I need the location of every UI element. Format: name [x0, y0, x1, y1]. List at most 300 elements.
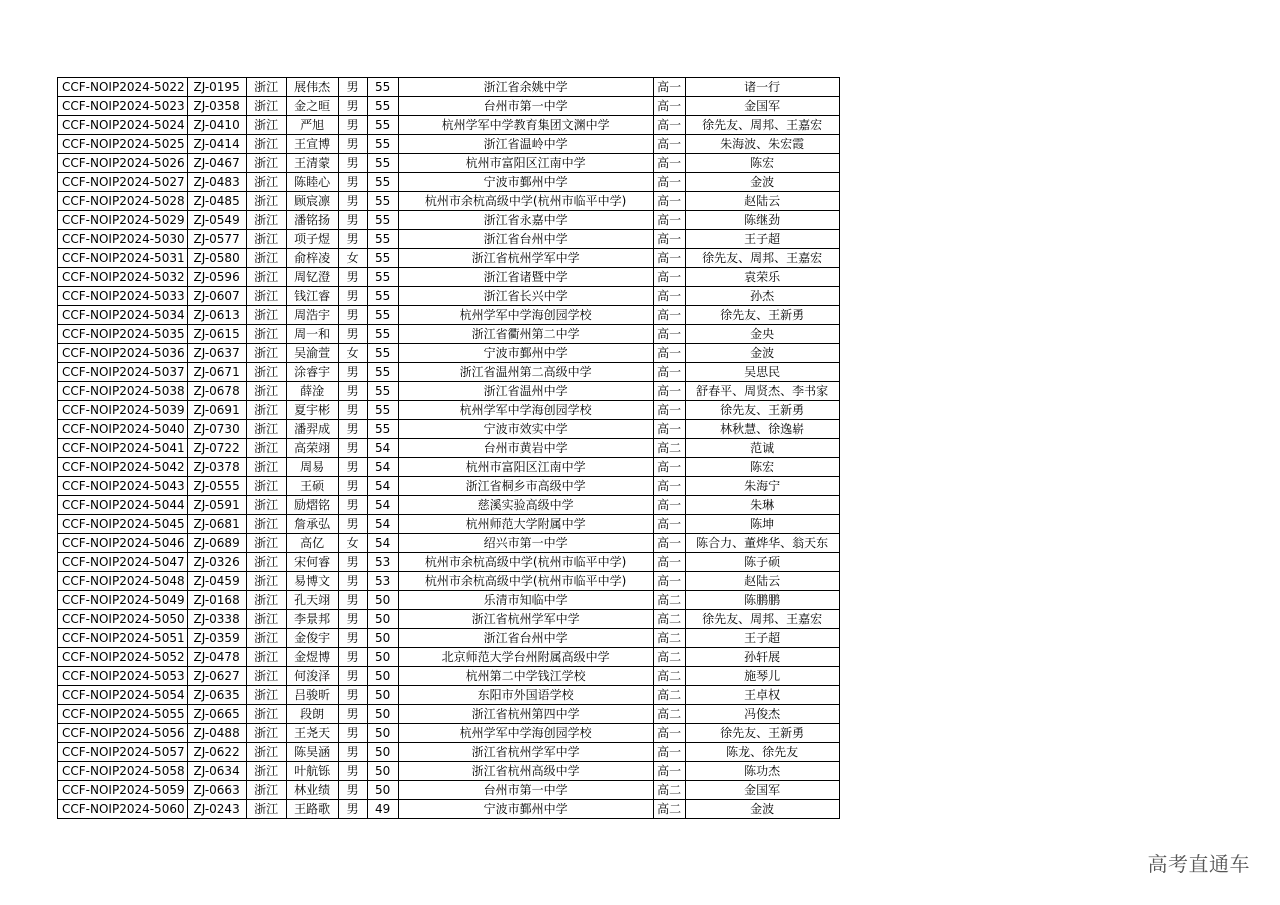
grade-cell: 高一	[653, 496, 685, 515]
score-cell: 50	[367, 762, 398, 781]
school-cell: 浙江省杭州学军中学	[398, 743, 653, 762]
province-cell: 浙江	[246, 458, 286, 477]
school-cell: 杭州市余杭高级中学(杭州市临平中学)	[398, 192, 653, 211]
province-cell: 浙江	[246, 116, 286, 135]
contestant-id-cell: ZJ-0689	[187, 534, 246, 553]
school-cell: 杭州市余杭高级中学(杭州市临平中学)	[398, 572, 653, 591]
table-row	[58, 648, 840, 667]
score-cell: 50	[367, 724, 398, 743]
school-cell: 台州市第一中学	[398, 781, 653, 800]
school-cell: 浙江省余姚中学	[398, 78, 653, 97]
province-cell: 浙江	[246, 344, 286, 363]
name-cell: 陈昊涵	[286, 743, 338, 762]
gender-cell: 男	[338, 515, 367, 534]
name-cell: 高亿	[286, 534, 338, 553]
school-cell: 绍兴市第一中学	[398, 534, 653, 553]
table-row	[58, 401, 840, 420]
school-cell: 浙江省诸暨中学	[398, 268, 653, 287]
contestant-id-cell: ZJ-0488	[187, 724, 246, 743]
school-cell: 杭州学军中学海创园学校	[398, 306, 653, 325]
name-cell: 易博文	[286, 572, 338, 591]
coach-cell: 朱海波、朱宏霞	[685, 135, 839, 154]
score-cell: 55	[367, 382, 398, 401]
grade-cell: 高一	[653, 268, 685, 287]
gender-cell: 男	[338, 135, 367, 154]
contestant-id-cell: ZJ-0596	[187, 268, 246, 287]
gender-cell: 男	[338, 591, 367, 610]
gender-cell: 男	[338, 382, 367, 401]
score-cell: 55	[367, 154, 398, 173]
province-cell: 浙江	[246, 287, 286, 306]
coach-cell: 徐先友、王新勇	[685, 724, 839, 743]
table-row	[58, 78, 840, 97]
score-cell: 50	[367, 629, 398, 648]
table-row	[58, 420, 840, 439]
coach-cell: 徐先友、周邦、王嘉宏	[685, 610, 839, 629]
name-cell: 周钇澄	[286, 268, 338, 287]
grade-cell: 高一	[653, 230, 685, 249]
table-row	[58, 249, 840, 268]
gender-cell: 男	[338, 287, 367, 306]
coach-cell: 陈子硕	[685, 553, 839, 572]
name-cell: 钱江睿	[286, 287, 338, 306]
coach-cell: 王子超	[685, 629, 839, 648]
name-cell: 宋何睿	[286, 553, 338, 572]
gender-cell: 男	[338, 78, 367, 97]
coach-cell: 陈鹏鹏	[685, 591, 839, 610]
grade-cell: 高一	[653, 154, 685, 173]
province-cell: 浙江	[246, 420, 286, 439]
exam-id-cell: CCF-NOIP2024-5029	[58, 211, 188, 230]
exam-id-cell: CCF-NOIP2024-5034	[58, 306, 188, 325]
contestant-id-cell: ZJ-0678	[187, 382, 246, 401]
table-row	[58, 629, 840, 648]
gender-cell: 男	[338, 306, 367, 325]
gender-cell: 男	[338, 477, 367, 496]
name-cell: 王尧天	[286, 724, 338, 743]
gender-cell: 男	[338, 97, 367, 116]
name-cell: 潘铭扬	[286, 211, 338, 230]
gender-cell: 男	[338, 553, 367, 572]
gender-cell: 男	[338, 629, 367, 648]
exam-id-cell: CCF-NOIP2024-5056	[58, 724, 188, 743]
grade-cell: 高一	[653, 553, 685, 572]
grade-cell: 高二	[653, 667, 685, 686]
name-cell: 金煜博	[286, 648, 338, 667]
name-cell: 展伟杰	[286, 78, 338, 97]
score-cell: 55	[367, 344, 398, 363]
table-row	[58, 534, 840, 553]
name-cell: 顾宸凛	[286, 192, 338, 211]
grade-cell: 高一	[653, 401, 685, 420]
table-row	[58, 743, 840, 762]
gender-cell: 男	[338, 572, 367, 591]
contestant-id-cell: ZJ-0730	[187, 420, 246, 439]
score-cell: 55	[367, 401, 398, 420]
exam-id-cell: CCF-NOIP2024-5032	[58, 268, 188, 287]
grade-cell: 高二	[653, 591, 685, 610]
school-cell: 浙江省永嘉中学	[398, 211, 653, 230]
exam-id-cell: CCF-NOIP2024-5040	[58, 420, 188, 439]
exam-id-cell: CCF-NOIP2024-5045	[58, 515, 188, 534]
grade-cell: 高二	[653, 610, 685, 629]
coach-cell: 袁荣乐	[685, 268, 839, 287]
name-cell: 夏宇彬	[286, 401, 338, 420]
school-cell: 乐清市知临中学	[398, 591, 653, 610]
contestant-id-cell: ZJ-0478	[187, 648, 246, 667]
school-cell: 宁波市鄞州中学	[398, 344, 653, 363]
coach-cell: 孙轩展	[685, 648, 839, 667]
gender-cell: 男	[338, 439, 367, 458]
contestant-id-cell: ZJ-0665	[187, 705, 246, 724]
score-cell: 50	[367, 667, 398, 686]
province-cell: 浙江	[246, 78, 286, 97]
coach-cell: 陈龙、徐先友	[685, 743, 839, 762]
table-row	[58, 686, 840, 705]
contestant-id-cell: ZJ-0671	[187, 363, 246, 382]
name-cell: 周一和	[286, 325, 338, 344]
school-cell: 台州市黄岩中学	[398, 439, 653, 458]
exam-id-cell: CCF-NOIP2024-5059	[58, 781, 188, 800]
table-row	[58, 572, 840, 591]
school-cell: 浙江省杭州第四中学	[398, 705, 653, 724]
results-table	[57, 77, 840, 819]
score-cell: 55	[367, 287, 398, 306]
grade-cell: 高一	[653, 344, 685, 363]
gender-cell: 男	[338, 496, 367, 515]
contestant-id-cell: ZJ-0378	[187, 458, 246, 477]
contestant-id-cell: ZJ-0635	[187, 686, 246, 705]
name-cell: 薛淦	[286, 382, 338, 401]
contestant-id-cell: ZJ-0663	[187, 781, 246, 800]
contestant-id-cell: ZJ-0681	[187, 515, 246, 534]
score-cell: 55	[367, 249, 398, 268]
name-cell: 金俊宇	[286, 629, 338, 648]
grade-cell: 高一	[653, 420, 685, 439]
coach-cell: 陈宏	[685, 154, 839, 173]
province-cell: 浙江	[246, 306, 286, 325]
exam-id-cell: CCF-NOIP2024-5031	[58, 249, 188, 268]
grade-cell: 高一	[653, 724, 685, 743]
province-cell: 浙江	[246, 173, 286, 192]
school-cell: 宁波市鄞州中学	[398, 800, 653, 819]
school-cell: 浙江省温岭中学	[398, 135, 653, 154]
grade-cell: 高二	[653, 686, 685, 705]
contestant-id-cell: ZJ-0459	[187, 572, 246, 591]
contestant-id-cell: ZJ-0613	[187, 306, 246, 325]
coach-cell: 赵陆云	[685, 572, 839, 591]
gender-cell: 男	[338, 325, 367, 344]
contestant-id-cell: ZJ-0414	[187, 135, 246, 154]
gender-cell: 男	[338, 781, 367, 800]
name-cell: 何浚泽	[286, 667, 338, 686]
table-row	[58, 344, 840, 363]
contestant-id-cell: ZJ-0338	[187, 610, 246, 629]
name-cell: 吕骏昕	[286, 686, 338, 705]
score-cell: 55	[367, 116, 398, 135]
coach-cell: 林秋慧、徐逸崭	[685, 420, 839, 439]
gender-cell: 男	[338, 420, 367, 439]
contestant-id-cell: ZJ-0358	[187, 97, 246, 116]
school-cell: 台州市第一中学	[398, 97, 653, 116]
score-cell: 55	[367, 306, 398, 325]
gender-cell: 男	[338, 724, 367, 743]
grade-cell: 高二	[653, 648, 685, 667]
province-cell: 浙江	[246, 211, 286, 230]
contestant-id-cell: ZJ-0634	[187, 762, 246, 781]
exam-id-cell: CCF-NOIP2024-5052	[58, 648, 188, 667]
grade-cell: 高二	[653, 800, 685, 819]
name-cell: 王硕	[286, 477, 338, 496]
name-cell: 孔天翊	[286, 591, 338, 610]
exam-id-cell: CCF-NOIP2024-5047	[58, 553, 188, 572]
grade-cell: 高一	[653, 743, 685, 762]
coach-cell: 赵陆云	[685, 192, 839, 211]
name-cell: 涂睿宇	[286, 363, 338, 382]
exam-id-cell: CCF-NOIP2024-5041	[58, 439, 188, 458]
score-cell: 55	[367, 211, 398, 230]
grade-cell: 高一	[653, 515, 685, 534]
coach-cell: 金国军	[685, 97, 839, 116]
school-cell: 杭州学军中学海创园学校	[398, 401, 653, 420]
name-cell: 严旭	[286, 116, 338, 135]
grade-cell: 高一	[653, 382, 685, 401]
school-cell: 杭州师范大学附属中学	[398, 515, 653, 534]
table-row	[58, 173, 840, 192]
province-cell: 浙江	[246, 572, 286, 591]
score-cell: 50	[367, 781, 398, 800]
name-cell: 林业绩	[286, 781, 338, 800]
contestant-id-cell: ZJ-0195	[187, 78, 246, 97]
score-cell: 55	[367, 325, 398, 344]
contestant-id-cell: ZJ-0168	[187, 591, 246, 610]
exam-id-cell: CCF-NOIP2024-5037	[58, 363, 188, 382]
contestant-id-cell: ZJ-0637	[187, 344, 246, 363]
gender-cell: 男	[338, 686, 367, 705]
score-cell: 54	[367, 477, 398, 496]
grade-cell: 高一	[653, 534, 685, 553]
gender-cell: 男	[338, 116, 367, 135]
coach-cell: 徐先友、王新勇	[685, 306, 839, 325]
score-cell: 50	[367, 705, 398, 724]
table-row	[58, 762, 840, 781]
name-cell: 周易	[286, 458, 338, 477]
score-cell: 50	[367, 743, 398, 762]
table-row	[58, 439, 840, 458]
contestant-id-cell: ZJ-0359	[187, 629, 246, 648]
contestant-id-cell: ZJ-0580	[187, 249, 246, 268]
exam-id-cell: CCF-NOIP2024-5048	[58, 572, 188, 591]
school-cell: 浙江省杭州高级中学	[398, 762, 653, 781]
coach-cell: 王卓权	[685, 686, 839, 705]
exam-id-cell: CCF-NOIP2024-5058	[58, 762, 188, 781]
school-cell: 浙江省台州中学	[398, 230, 653, 249]
province-cell: 浙江	[246, 363, 286, 382]
name-cell: 周浩宇	[286, 306, 338, 325]
name-cell: 詹承弘	[286, 515, 338, 534]
province-cell: 浙江	[246, 553, 286, 572]
table-row	[58, 515, 840, 534]
gender-cell: 男	[338, 363, 367, 382]
grade-cell: 高一	[653, 572, 685, 591]
score-cell: 55	[367, 97, 398, 116]
grade-cell: 高一	[653, 287, 685, 306]
province-cell: 浙江	[246, 249, 286, 268]
name-cell: 俞梓凌	[286, 249, 338, 268]
table-row	[58, 211, 840, 230]
gender-cell: 女	[338, 249, 367, 268]
exam-id-cell: CCF-NOIP2024-5038	[58, 382, 188, 401]
gender-cell: 男	[338, 401, 367, 420]
coach-cell: 朱琳	[685, 496, 839, 515]
exam-id-cell: CCF-NOIP2024-5055	[58, 705, 188, 724]
score-cell: 50	[367, 610, 398, 629]
school-cell: 浙江省长兴中学	[398, 287, 653, 306]
province-cell: 浙江	[246, 230, 286, 249]
table-row	[58, 458, 840, 477]
name-cell: 高荣翊	[286, 439, 338, 458]
grade-cell: 高一	[653, 325, 685, 344]
exam-id-cell: CCF-NOIP2024-5042	[58, 458, 188, 477]
gender-cell: 男	[338, 458, 367, 477]
contestant-id-cell: ZJ-0549	[187, 211, 246, 230]
school-cell: 东阳市外国语学校	[398, 686, 653, 705]
province-cell: 浙江	[246, 705, 286, 724]
grade-cell: 高一	[653, 363, 685, 382]
name-cell: 王宣博	[286, 135, 338, 154]
name-cell: 吴渝萱	[286, 344, 338, 363]
province-cell: 浙江	[246, 192, 286, 211]
contestant-id-cell: ZJ-0467	[187, 154, 246, 173]
grade-cell: 高一	[653, 458, 685, 477]
school-cell: 杭州市余杭高级中学(杭州市临平中学)	[398, 553, 653, 572]
coach-cell: 范诚	[685, 439, 839, 458]
table-row	[58, 287, 840, 306]
school-cell: 杭州学军中学海创园学校	[398, 724, 653, 743]
score-cell: 54	[367, 458, 398, 477]
grade-cell: 高一	[653, 78, 685, 97]
school-cell: 宁波市鄞州中学	[398, 173, 653, 192]
coach-cell: 徐先友、王新勇	[685, 401, 839, 420]
coach-cell: 金波	[685, 800, 839, 819]
province-cell: 浙江	[246, 743, 286, 762]
exam-id-cell: CCF-NOIP2024-5054	[58, 686, 188, 705]
grade-cell: 高一	[653, 249, 685, 268]
exam-id-cell: CCF-NOIP2024-5039	[58, 401, 188, 420]
school-cell: 浙江省温州中学	[398, 382, 653, 401]
exam-id-cell: CCF-NOIP2024-5035	[58, 325, 188, 344]
province-cell: 浙江	[246, 629, 286, 648]
exam-id-cell: CCF-NOIP2024-5049	[58, 591, 188, 610]
table-row	[58, 477, 840, 496]
table-row	[58, 135, 840, 154]
coach-cell: 诸一行	[685, 78, 839, 97]
name-cell: 段朗	[286, 705, 338, 724]
gender-cell: 男	[338, 705, 367, 724]
coach-cell: 金波	[685, 344, 839, 363]
score-cell: 54	[367, 496, 398, 515]
gender-cell: 男	[338, 173, 367, 192]
gender-cell: 男	[338, 154, 367, 173]
province-cell: 浙江	[246, 724, 286, 743]
exam-id-cell: CCF-NOIP2024-5023	[58, 97, 188, 116]
score-cell: 55	[367, 192, 398, 211]
contestant-id-cell: ZJ-0577	[187, 230, 246, 249]
grade-cell: 高一	[653, 211, 685, 230]
contestant-id-cell: ZJ-0243	[187, 800, 246, 819]
coach-cell: 施琴儿	[685, 667, 839, 686]
province-cell: 浙江	[246, 154, 286, 173]
school-cell: 慈溪实验高级中学	[398, 496, 653, 515]
gender-cell: 男	[338, 192, 367, 211]
coach-cell: 朱海宁	[685, 477, 839, 496]
grade-cell: 高一	[653, 306, 685, 325]
province-cell: 浙江	[246, 800, 286, 819]
grade-cell: 高一	[653, 97, 685, 116]
score-cell: 53	[367, 572, 398, 591]
school-cell: 浙江省桐乡市高级中学	[398, 477, 653, 496]
contestant-id-cell: ZJ-0326	[187, 553, 246, 572]
exam-id-cell: CCF-NOIP2024-5046	[58, 534, 188, 553]
province-cell: 浙江	[246, 591, 286, 610]
province-cell: 浙江	[246, 496, 286, 515]
table-row	[58, 800, 840, 819]
name-cell: 金之晅	[286, 97, 338, 116]
name-cell: 励熠铭	[286, 496, 338, 515]
score-cell: 55	[367, 135, 398, 154]
school-cell: 浙江省杭州学军中学	[398, 610, 653, 629]
score-cell: 54	[367, 534, 398, 553]
exam-id-cell: CCF-NOIP2024-5050	[58, 610, 188, 629]
name-cell: 叶航铄	[286, 762, 338, 781]
grade-cell: 高一	[653, 192, 685, 211]
exam-id-cell: CCF-NOIP2024-5026	[58, 154, 188, 173]
grade-cell: 高二	[653, 781, 685, 800]
exam-id-cell: CCF-NOIP2024-5024	[58, 116, 188, 135]
exam-id-cell: CCF-NOIP2024-5033	[58, 287, 188, 306]
province-cell: 浙江	[246, 515, 286, 534]
grade-cell: 高一	[653, 116, 685, 135]
score-cell: 55	[367, 268, 398, 287]
name-cell: 李景邦	[286, 610, 338, 629]
table-row	[58, 553, 840, 572]
table-row	[58, 116, 840, 135]
province-cell: 浙江	[246, 534, 286, 553]
province-cell: 浙江	[246, 667, 286, 686]
table-row	[58, 610, 840, 629]
grade-cell: 高一	[653, 762, 685, 781]
score-cell: 53	[367, 553, 398, 572]
exam-id-cell: CCF-NOIP2024-5043	[58, 477, 188, 496]
province-cell: 浙江	[246, 648, 286, 667]
watermark-text: 高考直通车	[1147, 852, 1250, 876]
province-cell: 浙江	[246, 477, 286, 496]
gender-cell: 男	[338, 610, 367, 629]
province-cell: 浙江	[246, 762, 286, 781]
grade-cell: 高一	[653, 135, 685, 154]
table-row	[58, 306, 840, 325]
score-cell: 54	[367, 515, 398, 534]
name-cell: 项子煜	[286, 230, 338, 249]
name-cell: 王路歌	[286, 800, 338, 819]
coach-cell: 徐先友、周邦、王嘉宏	[685, 116, 839, 135]
exam-id-cell: CCF-NOIP2024-5051	[58, 629, 188, 648]
province-cell: 浙江	[246, 439, 286, 458]
table-row	[58, 97, 840, 116]
gender-cell: 男	[338, 800, 367, 819]
exam-id-cell: CCF-NOIP2024-5044	[58, 496, 188, 515]
gender-cell: 男	[338, 230, 367, 249]
